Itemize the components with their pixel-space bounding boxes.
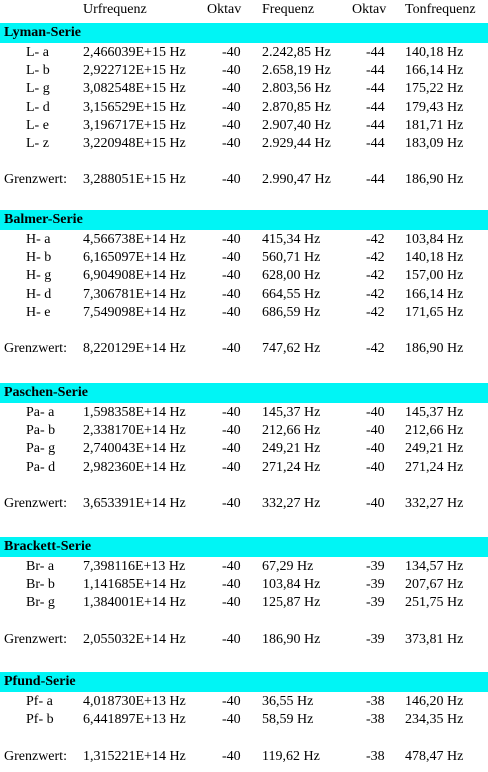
line-name: L- b bbox=[26, 63, 50, 78]
cell-frequenz: 36,55 Hz bbox=[262, 694, 314, 709]
line-name: Br- a bbox=[26, 559, 55, 574]
cell-urfrequenz: 3,220948E+15 Hz bbox=[83, 136, 186, 151]
cell-oktav-2: -39 bbox=[366, 559, 385, 574]
table-row bbox=[0, 558, 488, 576]
cell-frequenz: 145,37 Hz bbox=[262, 405, 321, 420]
table-row bbox=[0, 231, 488, 249]
cell-oktav-1: -40 bbox=[222, 559, 241, 574]
line-name: Pa- g bbox=[26, 441, 56, 456]
cell-frequenz: 249,21 Hz bbox=[262, 441, 321, 456]
table-row bbox=[0, 286, 488, 304]
header-oktav-2: Oktav bbox=[352, 2, 387, 17]
limit-frequenz: 747,62 Hz bbox=[262, 341, 321, 356]
limit-oktav-2: -40 bbox=[366, 496, 385, 511]
cell-oktav-1: -40 bbox=[222, 305, 241, 320]
cell-urfrequenz: 1,384001E+14 Hz bbox=[83, 595, 186, 610]
cell-oktav-1: -40 bbox=[222, 712, 241, 727]
table-row bbox=[0, 267, 488, 285]
limit-label: Grenzwert: bbox=[4, 496, 67, 511]
cell-tonfrequenz: 179,43 Hz bbox=[405, 100, 464, 115]
table-row bbox=[0, 62, 488, 80]
series-header bbox=[0, 672, 488, 692]
cell-oktav-2: -38 bbox=[366, 712, 385, 727]
cell-urfrequenz: 1,141685E+14 Hz bbox=[83, 577, 186, 592]
limit-oktav-1: -40 bbox=[222, 749, 241, 764]
limit-label: Grenzwert: bbox=[4, 632, 67, 647]
cell-oktav-2: -42 bbox=[366, 232, 385, 247]
cell-oktav-1: -40 bbox=[222, 100, 241, 115]
cell-oktav-1: -40 bbox=[222, 63, 241, 78]
cell-urfrequenz: 4,566738E+14 Hz bbox=[83, 232, 186, 247]
cell-urfrequenz: 2,740043E+14 Hz bbox=[83, 441, 186, 456]
cell-oktav-2: -40 bbox=[366, 405, 385, 420]
limit-row bbox=[0, 495, 488, 513]
series-header bbox=[0, 383, 488, 403]
cell-tonfrequenz: 140,18 Hz bbox=[405, 45, 464, 60]
header-tonfrequenz: Tonfrequenz bbox=[405, 2, 476, 17]
table-row bbox=[0, 594, 488, 612]
cell-urfrequenz: 7,398116E+13 Hz bbox=[83, 559, 186, 574]
table-row bbox=[0, 711, 488, 729]
cell-oktav-2: -44 bbox=[366, 118, 385, 133]
cell-urfrequenz: 6,441897E+13 Hz bbox=[83, 712, 186, 727]
cell-oktav-2: -39 bbox=[366, 595, 385, 610]
limit-tonfrequenz: 332,27 Hz bbox=[405, 496, 464, 511]
line-name: Pa- a bbox=[26, 405, 55, 420]
header-frequenz: Frequenz bbox=[262, 2, 315, 17]
line-name: L- e bbox=[26, 118, 49, 133]
limit-frequenz: 332,27 Hz bbox=[262, 496, 321, 511]
limit-tonfrequenz: 373,81 Hz bbox=[405, 632, 464, 647]
cell-urfrequenz: 3,082548E+15 Hz bbox=[83, 81, 186, 96]
cell-oktav-2: -39 bbox=[366, 577, 385, 592]
limit-frequenz: 186,90 Hz bbox=[262, 632, 321, 647]
cell-frequenz: 415,34 Hz bbox=[262, 232, 321, 247]
limit-oktav-2: -44 bbox=[366, 172, 385, 187]
cell-tonfrequenz: 183,09 Hz bbox=[405, 136, 464, 151]
limit-frequenz: 2.990,47 Hz bbox=[262, 172, 331, 187]
table-row bbox=[0, 440, 488, 458]
limit-label: Grenzwert: bbox=[4, 749, 67, 764]
cell-oktav-2: -44 bbox=[366, 136, 385, 151]
cell-oktav-1: -40 bbox=[222, 268, 241, 283]
cell-frequenz: 125,87 Hz bbox=[262, 595, 321, 610]
table-row bbox=[0, 249, 488, 267]
cell-oktav-2: -44 bbox=[366, 81, 385, 96]
line-name: L- d bbox=[26, 100, 50, 115]
cell-frequenz: 2.929,44 Hz bbox=[262, 136, 331, 151]
cell-oktav-2: -44 bbox=[366, 45, 385, 60]
cell-tonfrequenz: 251,75 Hz bbox=[405, 595, 464, 610]
cell-oktav-1: -40 bbox=[222, 460, 241, 475]
cell-tonfrequenz: 207,67 Hz bbox=[405, 577, 464, 592]
limit-urfrequenz: 2,055032E+14 Hz bbox=[83, 632, 186, 647]
line-name: L- z bbox=[26, 136, 49, 151]
cell-urfrequenz: 7,549098E+14 Hz bbox=[83, 305, 186, 320]
line-name: L- g bbox=[26, 81, 50, 96]
cell-oktav-1: -40 bbox=[222, 694, 241, 709]
cell-tonfrequenz: 181,71 Hz bbox=[405, 118, 464, 133]
cell-urfrequenz: 6,165097E+14 Hz bbox=[83, 250, 186, 265]
cell-frequenz: 628,00 Hz bbox=[262, 268, 321, 283]
cell-frequenz: 58,59 Hz bbox=[262, 712, 314, 727]
cell-frequenz: 560,71 Hz bbox=[262, 250, 321, 265]
cell-frequenz: 664,55 Hz bbox=[262, 287, 321, 302]
cell-urfrequenz: 3,156529E+15 Hz bbox=[83, 100, 186, 115]
limit-row bbox=[0, 340, 488, 358]
cell-oktav-2: -42 bbox=[366, 305, 385, 320]
cell-tonfrequenz: 234,35 Hz bbox=[405, 712, 464, 727]
cell-urfrequenz: 3,196717E+15 Hz bbox=[83, 118, 186, 133]
line-name: Pa- b bbox=[26, 423, 56, 438]
cell-oktav-1: -40 bbox=[222, 136, 241, 151]
cell-tonfrequenz: 212,66 Hz bbox=[405, 423, 464, 438]
line-name: H- b bbox=[26, 250, 52, 265]
cell-tonfrequenz: 271,24 Hz bbox=[405, 460, 464, 475]
cell-oktav-1: -40 bbox=[222, 287, 241, 302]
cell-frequenz: 2.870,85 Hz bbox=[262, 100, 331, 115]
cell-tonfrequenz: 134,57 Hz bbox=[405, 559, 464, 574]
cell-frequenz: 2.803,56 Hz bbox=[262, 81, 331, 96]
table-row bbox=[0, 576, 488, 594]
table-row bbox=[0, 44, 488, 62]
cell-oktav-1: -40 bbox=[222, 423, 241, 438]
cell-urfrequenz: 2,922712E+15 Hz bbox=[83, 63, 186, 78]
cell-tonfrequenz: 103,84 Hz bbox=[405, 232, 464, 247]
cell-urfrequenz: 2,982360E+14 Hz bbox=[83, 460, 186, 475]
cell-oktav-1: -40 bbox=[222, 441, 241, 456]
line-name: L- a bbox=[26, 45, 49, 60]
series-header bbox=[0, 537, 488, 557]
limit-urfrequenz: 3,288051E+15 Hz bbox=[83, 172, 186, 187]
series-title: Lyman-Serie bbox=[4, 25, 81, 40]
limit-oktav-1: -40 bbox=[222, 632, 241, 647]
cell-tonfrequenz: 140,18 Hz bbox=[405, 250, 464, 265]
cell-frequenz: 2.907,40 Hz bbox=[262, 118, 331, 133]
cell-frequenz: 2.658,19 Hz bbox=[262, 63, 331, 78]
series-header bbox=[0, 210, 488, 230]
table-row bbox=[0, 99, 488, 117]
series-title: Pfund-Serie bbox=[4, 674, 76, 689]
series-title: Paschen-Serie bbox=[4, 385, 88, 400]
cell-frequenz: 103,84 Hz bbox=[262, 577, 321, 592]
cell-oktav-2: -38 bbox=[366, 694, 385, 709]
cell-oktav-1: -40 bbox=[222, 405, 241, 420]
cell-tonfrequenz: 171,65 Hz bbox=[405, 305, 464, 320]
cell-oktav-1: -40 bbox=[222, 118, 241, 133]
limit-urfrequenz: 1,315221E+14 Hz bbox=[83, 749, 186, 764]
limit-label: Grenzwert: bbox=[4, 172, 67, 187]
cell-tonfrequenz: 249,21 Hz bbox=[405, 441, 464, 456]
cell-tonfrequenz: 166,14 Hz bbox=[405, 287, 464, 302]
cell-tonfrequenz: 145,37 Hz bbox=[405, 405, 464, 420]
cell-urfrequenz: 1,598358E+14 Hz bbox=[83, 405, 186, 420]
cell-oktav-2: -44 bbox=[366, 63, 385, 78]
cell-oktav-2: -42 bbox=[366, 287, 385, 302]
cell-urfrequenz: 7,306781E+14 Hz bbox=[83, 287, 186, 302]
limit-label: Grenzwert: bbox=[4, 341, 67, 356]
limit-tonfrequenz: 186,90 Hz bbox=[405, 172, 464, 187]
table-row bbox=[0, 80, 488, 98]
cell-oktav-2: -42 bbox=[366, 250, 385, 265]
limit-oktav-2: -39 bbox=[366, 632, 385, 647]
header-row bbox=[0, 2, 488, 20]
table-row bbox=[0, 117, 488, 135]
limit-row bbox=[0, 631, 488, 649]
line-name: H- d bbox=[26, 287, 52, 302]
limit-tonfrequenz: 478,47 Hz bbox=[405, 749, 464, 764]
series-header bbox=[0, 23, 488, 43]
limit-row bbox=[0, 748, 488, 766]
cell-oktav-2: -44 bbox=[366, 100, 385, 115]
cell-oktav-2: -40 bbox=[366, 460, 385, 475]
limit-frequenz: 119,62 Hz bbox=[262, 749, 320, 764]
cell-tonfrequenz: 157,00 Hz bbox=[405, 268, 464, 283]
table-row bbox=[0, 404, 488, 422]
line-name: Br- g bbox=[26, 595, 55, 610]
line-name: H- e bbox=[26, 305, 51, 320]
header-urfrequenz: Urfrequenz bbox=[83, 2, 147, 17]
table-row bbox=[0, 459, 488, 477]
cell-urfrequenz: 2,466039E+15 Hz bbox=[83, 45, 186, 60]
limit-oktav-1: -40 bbox=[222, 172, 241, 187]
cell-frequenz: 2.242,85 Hz bbox=[262, 45, 331, 60]
table-row bbox=[0, 422, 488, 440]
limit-row bbox=[0, 171, 488, 189]
cell-oktav-2: -40 bbox=[366, 441, 385, 456]
cell-tonfrequenz: 146,20 Hz bbox=[405, 694, 464, 709]
cell-tonfrequenz: 175,22 Hz bbox=[405, 81, 464, 96]
cell-oktav-1: -40 bbox=[222, 595, 241, 610]
limit-oktav-1: -40 bbox=[222, 341, 241, 356]
limit-oktav-2: -38 bbox=[366, 749, 385, 764]
cell-tonfrequenz: 166,14 Hz bbox=[405, 63, 464, 78]
table-row bbox=[0, 693, 488, 711]
limit-oktav-2: -42 bbox=[366, 341, 385, 356]
line-name: H- g bbox=[26, 268, 52, 283]
line-name: Br- b bbox=[26, 577, 55, 592]
limit-urfrequenz: 8,220129E+14 Hz bbox=[83, 341, 186, 356]
line-name: Pf- b bbox=[26, 712, 54, 727]
cell-oktav-1: -40 bbox=[222, 577, 241, 592]
cell-frequenz: 686,59 Hz bbox=[262, 305, 321, 320]
limit-tonfrequenz: 186,90 Hz bbox=[405, 341, 464, 356]
limit-oktav-1: -40 bbox=[222, 496, 241, 511]
cell-oktav-2: -42 bbox=[366, 268, 385, 283]
cell-oktav-1: -40 bbox=[222, 232, 241, 247]
line-name: Pa- d bbox=[26, 460, 56, 475]
cell-oktav-1: -40 bbox=[222, 250, 241, 265]
cell-frequenz: 212,66 Hz bbox=[262, 423, 321, 438]
limit-urfrequenz: 3,653391E+14 Hz bbox=[83, 496, 186, 511]
cell-urfrequenz: 6,904908E+14 Hz bbox=[83, 268, 186, 283]
cell-oktav-1: -40 bbox=[222, 45, 241, 60]
cell-urfrequenz: 2,338170E+14 Hz bbox=[83, 423, 186, 438]
series-title: Balmer-Serie bbox=[4, 212, 83, 227]
cell-frequenz: 67,29 Hz bbox=[262, 559, 314, 574]
cell-oktav-2: -40 bbox=[366, 423, 385, 438]
line-name: H- a bbox=[26, 232, 51, 247]
cell-oktav-1: -40 bbox=[222, 81, 241, 96]
series-title: Brackett-Serie bbox=[4, 539, 92, 554]
line-name: Pf- a bbox=[26, 694, 53, 709]
table-row bbox=[0, 135, 488, 153]
cell-frequenz: 271,24 Hz bbox=[262, 460, 321, 475]
cell-urfrequenz: 4,018730E+13 Hz bbox=[83, 694, 186, 709]
table-row bbox=[0, 304, 488, 322]
header-oktav-1: Oktav bbox=[207, 2, 242, 17]
